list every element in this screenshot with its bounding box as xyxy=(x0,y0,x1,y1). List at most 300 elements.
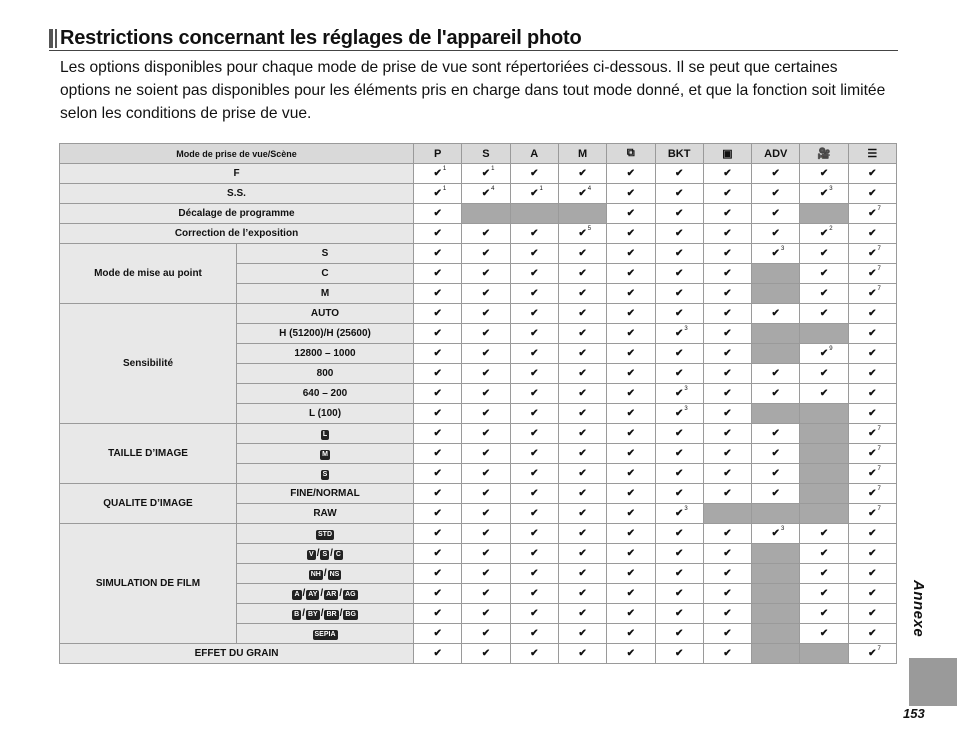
check-icon: ✔ xyxy=(626,388,636,399)
available-cell xyxy=(752,464,800,484)
available-cell xyxy=(800,264,848,284)
available-cell xyxy=(462,324,510,344)
check-icon: ✔ xyxy=(530,268,539,279)
row-sub-label xyxy=(237,464,414,484)
available-cell xyxy=(462,264,510,284)
row-label: EFFET DU GRAIN xyxy=(60,644,414,664)
page-number: 153 xyxy=(903,706,925,721)
row-sub-label xyxy=(237,524,414,544)
check-icon: ✔ xyxy=(578,608,587,619)
available-cell xyxy=(800,604,848,624)
check-icon: ✔ xyxy=(481,168,491,179)
unavailable-cell xyxy=(800,324,848,344)
check-icon: ✔ xyxy=(433,268,442,279)
check-icon: ✔ xyxy=(868,308,877,319)
check-icon: ✔ xyxy=(723,388,732,399)
unavailable-cell xyxy=(800,404,848,424)
available-cell xyxy=(848,244,896,264)
table-row xyxy=(60,484,897,504)
available-cell xyxy=(462,484,510,504)
check-icon: ✔ xyxy=(626,628,636,639)
footnote-ref: 4 xyxy=(491,186,495,192)
available-cell xyxy=(462,644,510,664)
check-icon: ✔ xyxy=(819,608,829,619)
check-icon: ✔ xyxy=(723,348,732,359)
option-icon: BY xyxy=(307,610,318,618)
check-icon: ✔ xyxy=(723,448,732,459)
check-icon: ✔ xyxy=(723,208,732,219)
check-icon: ✔ xyxy=(723,268,732,279)
check-icon: ✔ xyxy=(578,288,587,299)
check-icon: ✔ xyxy=(578,488,587,499)
footnote-ref: 3 xyxy=(780,246,785,252)
available-cell xyxy=(414,304,462,324)
row-sub-label: AUTO xyxy=(237,304,414,324)
unavailable-cell xyxy=(800,644,848,664)
available-cell xyxy=(800,284,848,304)
available-cell xyxy=(848,464,896,484)
check-icon: ✔ xyxy=(481,368,491,379)
available-cell xyxy=(848,164,896,184)
check-icon: ✔ xyxy=(578,448,587,459)
check-icon: ✔ xyxy=(674,588,684,599)
check-icon: ✔ xyxy=(674,188,684,199)
available-cell xyxy=(607,444,655,464)
check-icon: ✔ xyxy=(481,468,491,479)
available-cell xyxy=(655,584,703,604)
available-cell xyxy=(510,464,558,484)
row-sub-label: S xyxy=(237,244,414,264)
option-icon: S xyxy=(322,470,328,478)
check-icon: ✔ xyxy=(481,308,491,319)
unavailable-cell xyxy=(752,544,800,564)
available-cell xyxy=(800,164,848,184)
available-cell xyxy=(462,404,510,424)
footnote-ref: 2 xyxy=(829,226,833,232)
option-icon: AR xyxy=(326,590,337,598)
available-cell xyxy=(462,384,510,404)
available-cell xyxy=(510,644,558,664)
check-icon: ✔ xyxy=(723,408,732,419)
check-icon: ✔ xyxy=(819,548,829,559)
row-label: SIMULATION DE FILM xyxy=(60,524,237,644)
available-cell xyxy=(462,424,510,444)
check-icon: ✔ xyxy=(723,528,732,539)
check-icon: ✔ xyxy=(626,308,636,319)
check-icon: ✔ xyxy=(771,468,780,479)
available-cell xyxy=(848,224,896,244)
footnote-ref: 7 xyxy=(877,266,881,272)
check-icon: ✔ xyxy=(771,308,780,319)
check-icon: ✔ xyxy=(578,408,587,419)
check-icon: ✔ xyxy=(481,628,491,639)
check-icon: ✔ xyxy=(433,508,442,519)
check-icon: ✔ xyxy=(674,288,684,299)
available-cell xyxy=(703,604,751,624)
available-cell xyxy=(752,364,800,384)
available-cell xyxy=(848,344,896,364)
available-cell xyxy=(558,444,606,464)
available-cell xyxy=(414,344,462,364)
column-header-3: M xyxy=(558,144,606,164)
column-header-1: S xyxy=(462,144,510,164)
check-icon: ✔ xyxy=(530,588,539,599)
available-cell xyxy=(462,584,510,604)
check-icon: ✔ xyxy=(578,528,587,539)
footnote-ref: 1 xyxy=(442,186,447,192)
footnote-ref: 1 xyxy=(442,166,447,172)
option-icon: C xyxy=(335,550,341,558)
unavailable-cell xyxy=(510,204,558,224)
check-icon: ✔ xyxy=(433,408,442,419)
check-icon: ✔ xyxy=(723,608,732,619)
check-icon: ✔ xyxy=(433,468,442,479)
available-cell xyxy=(655,244,703,264)
available-cell xyxy=(414,204,462,224)
check-icon: ✔ xyxy=(868,388,877,399)
available-cell xyxy=(800,244,848,264)
check-icon: ✔ xyxy=(481,228,491,239)
check-icon: ✔ xyxy=(626,448,636,459)
available-cell xyxy=(703,524,751,544)
check-icon: ✔ xyxy=(723,168,732,179)
check-icon: ✔ xyxy=(530,168,539,179)
available-cell xyxy=(510,504,558,524)
row-sub-label: 800 xyxy=(237,364,414,384)
check-icon: ✔ xyxy=(868,648,877,659)
check-icon: ✔ xyxy=(674,228,684,239)
available-cell xyxy=(414,544,462,564)
check-icon: ✔ xyxy=(433,328,442,339)
available-cell xyxy=(752,304,800,324)
available-cell xyxy=(848,404,896,424)
check-icon: ✔ xyxy=(868,428,877,439)
check-icon: ✔ xyxy=(530,548,539,559)
check-icon: ✔ xyxy=(626,248,636,259)
row-sub-label xyxy=(237,444,414,464)
option-icon: AG xyxy=(345,590,356,598)
unavailable-cell xyxy=(752,644,800,664)
check-icon: ✔ xyxy=(433,168,442,179)
check-icon: ✔ xyxy=(819,268,829,279)
available-cell xyxy=(848,364,896,384)
available-cell xyxy=(510,584,558,604)
check-icon: ✔ xyxy=(819,228,829,239)
available-cell xyxy=(558,264,606,284)
check-icon: ✔ xyxy=(868,208,877,219)
available-cell xyxy=(462,364,510,384)
available-cell xyxy=(752,164,800,184)
available-cell xyxy=(800,224,848,244)
available-cell xyxy=(414,624,462,644)
check-icon: ✔ xyxy=(626,368,636,379)
check-icon: ✔ xyxy=(530,308,539,319)
check-icon: ✔ xyxy=(626,408,636,419)
check-icon: ✔ xyxy=(530,608,539,619)
available-cell xyxy=(414,604,462,624)
check-icon: ✔ xyxy=(868,628,877,639)
row-sub-label xyxy=(237,624,414,644)
available-cell xyxy=(607,244,655,264)
available-cell xyxy=(462,444,510,464)
check-icon: ✔ xyxy=(626,228,636,239)
available-cell xyxy=(848,324,896,344)
check-icon: ✔ xyxy=(626,268,636,279)
available-cell xyxy=(752,424,800,444)
available-cell xyxy=(558,464,606,484)
option-icon: AY xyxy=(308,590,318,598)
check-icon: ✔ xyxy=(723,588,732,599)
available-cell xyxy=(414,404,462,424)
available-cell xyxy=(655,424,703,444)
footnote-ref: 7 xyxy=(877,426,881,432)
check-icon: ✔ xyxy=(674,528,684,539)
available-cell xyxy=(703,264,751,284)
available-cell xyxy=(607,404,655,424)
footnote-ref: 3 xyxy=(829,186,833,192)
check-icon: ✔ xyxy=(578,268,587,279)
footnote-ref: 7 xyxy=(877,246,881,252)
available-cell xyxy=(558,304,606,324)
available-cell xyxy=(510,224,558,244)
available-cell xyxy=(848,184,896,204)
available-cell xyxy=(703,424,751,444)
table-row xyxy=(60,244,897,264)
available-cell xyxy=(558,324,606,344)
table-row xyxy=(60,524,897,544)
available-cell xyxy=(703,544,751,564)
available-cell xyxy=(462,544,510,564)
check-icon: ✔ xyxy=(674,348,684,359)
available-cell xyxy=(462,244,510,264)
option-icon: NS xyxy=(329,570,340,578)
available-cell xyxy=(607,384,655,404)
row-label: Correction de l’exposition xyxy=(60,224,414,244)
available-cell xyxy=(655,644,703,664)
check-icon: ✔ xyxy=(530,288,539,299)
check-icon: ✔ xyxy=(819,288,829,299)
available-cell xyxy=(607,204,655,224)
option-icon: V xyxy=(309,550,314,558)
available-cell xyxy=(655,604,703,624)
available-cell xyxy=(848,524,896,544)
check-icon: ✔ xyxy=(868,568,877,579)
footnote-ref: 7 xyxy=(877,446,881,452)
row-label: Sensibilité xyxy=(60,304,237,424)
check-icon: ✔ xyxy=(674,488,684,499)
check-icon: ✔ xyxy=(481,588,491,599)
check-icon: ✔ xyxy=(530,388,539,399)
footnote-ref: 7 xyxy=(877,506,881,512)
check-icon: ✔ xyxy=(433,548,442,559)
check-icon: ✔ xyxy=(433,348,442,359)
check-icon: ✔ xyxy=(674,548,684,559)
row-sub-label: 640 – 200 xyxy=(237,384,414,404)
available-cell xyxy=(655,544,703,564)
available-cell xyxy=(462,464,510,484)
available-cell xyxy=(558,484,606,504)
available-cell xyxy=(848,584,896,604)
unavailable-cell xyxy=(752,344,800,364)
check-icon: ✔ xyxy=(626,508,636,519)
check-icon: ✔ xyxy=(530,648,539,659)
available-cell xyxy=(703,364,751,384)
option-icon: L xyxy=(322,430,328,438)
available-cell xyxy=(607,464,655,484)
available-cell xyxy=(607,284,655,304)
unavailable-cell xyxy=(752,564,800,584)
check-icon: ✔ xyxy=(481,548,491,559)
footnote-ref: 3 xyxy=(780,526,785,532)
check-icon: ✔ xyxy=(481,268,491,279)
row-label: TAILLE D’IMAGE xyxy=(60,424,237,484)
available-cell xyxy=(558,584,606,604)
available-cell xyxy=(510,244,558,264)
check-icon: ✔ xyxy=(723,648,732,659)
check-icon: ✔ xyxy=(433,608,442,619)
check-icon: ✔ xyxy=(481,568,491,579)
available-cell xyxy=(655,504,703,524)
available-cell xyxy=(414,324,462,344)
available-cell xyxy=(703,564,751,584)
row-sub-label: M xyxy=(237,284,414,304)
check-icon: ✔ xyxy=(819,568,829,579)
check-icon: ✔ xyxy=(481,288,491,299)
available-cell xyxy=(800,184,848,204)
available-cell xyxy=(607,424,655,444)
check-icon: ✔ xyxy=(530,468,539,479)
check-icon: ✔ xyxy=(481,408,491,419)
check-icon: ✔ xyxy=(674,648,684,659)
row-sub-label xyxy=(237,424,414,444)
available-cell xyxy=(607,224,655,244)
available-cell xyxy=(848,264,896,284)
check-icon: ✔ xyxy=(771,208,780,219)
available-cell xyxy=(462,524,510,544)
available-cell xyxy=(703,244,751,264)
check-icon: ✔ xyxy=(626,348,636,359)
check-icon: ✔ xyxy=(626,548,636,559)
available-cell xyxy=(607,164,655,184)
check-icon: ✔ xyxy=(868,188,877,199)
check-icon: ✔ xyxy=(433,368,442,379)
table-header-row xyxy=(60,144,897,164)
check-icon: ✔ xyxy=(868,368,877,379)
available-cell xyxy=(848,444,896,464)
available-cell xyxy=(655,324,703,344)
available-cell xyxy=(510,164,558,184)
footnote-ref: 1 xyxy=(539,186,543,192)
option-icon: STD xyxy=(318,530,332,538)
available-cell xyxy=(462,304,510,324)
table-row xyxy=(60,424,897,444)
check-icon: ✔ xyxy=(771,428,780,439)
option-icon: S xyxy=(322,550,328,558)
check-icon: ✔ xyxy=(433,528,442,539)
unavailable-cell xyxy=(752,504,800,524)
available-cell xyxy=(752,384,800,404)
available-cell xyxy=(607,584,655,604)
unavailable-cell xyxy=(752,604,800,624)
check-icon: ✔ xyxy=(771,248,780,259)
check-icon: ✔ xyxy=(771,168,780,179)
row-sub-label: 12800 – 1000 xyxy=(237,344,414,364)
available-cell xyxy=(510,284,558,304)
check-icon: ✔ xyxy=(674,268,684,279)
check-icon: ✔ xyxy=(578,188,587,199)
check-icon: ✔ xyxy=(530,528,539,539)
available-cell xyxy=(800,304,848,324)
row-sub-label: V / S / C xyxy=(237,544,414,564)
check-icon: ✔ xyxy=(481,648,491,659)
check-icon: ✔ xyxy=(578,328,587,339)
available-cell xyxy=(558,164,606,184)
check-icon: ✔ xyxy=(578,648,587,659)
available-cell xyxy=(414,284,462,304)
available-cell xyxy=(558,364,606,384)
check-icon: ✔ xyxy=(578,588,587,599)
available-cell xyxy=(655,304,703,324)
available-cell xyxy=(800,524,848,544)
available-cell xyxy=(414,484,462,504)
column-header-5: BKT xyxy=(655,144,703,164)
check-icon: ✔ xyxy=(819,368,829,379)
available-cell xyxy=(752,204,800,224)
available-cell xyxy=(800,584,848,604)
check-icon: ✔ xyxy=(868,268,877,279)
available-cell xyxy=(848,564,896,584)
check-icon: ✔ xyxy=(626,328,636,339)
table-row xyxy=(60,644,897,664)
row-sub-label: A / AY / AR / AG xyxy=(237,584,414,604)
check-icon: ✔ xyxy=(723,328,732,339)
check-icon: ✔ xyxy=(819,248,829,259)
available-cell xyxy=(414,444,462,464)
unavailable-cell xyxy=(800,424,848,444)
available-cell xyxy=(558,284,606,304)
available-cell xyxy=(800,384,848,404)
check-icon: ✔ xyxy=(578,348,587,359)
available-cell xyxy=(510,324,558,344)
check-icon: ✔ xyxy=(868,608,877,619)
available-cell xyxy=(558,184,606,204)
check-icon: ✔ xyxy=(626,488,636,499)
check-icon: ✔ xyxy=(433,248,442,259)
available-cell xyxy=(510,384,558,404)
available-cell xyxy=(414,564,462,584)
unavailable-cell xyxy=(800,444,848,464)
check-icon: ✔ xyxy=(819,388,829,399)
check-icon: ✔ xyxy=(674,388,684,399)
check-icon: ✔ xyxy=(433,288,442,299)
available-cell xyxy=(510,424,558,444)
check-icon: ✔ xyxy=(868,248,877,259)
check-icon: ✔ xyxy=(771,188,780,199)
row-sub-label: H (51200)/H (25600) xyxy=(237,324,414,344)
available-cell xyxy=(414,264,462,284)
available-cell xyxy=(800,544,848,564)
available-cell xyxy=(607,344,655,364)
table-row xyxy=(60,224,897,244)
available-cell xyxy=(848,284,896,304)
row-label: QUALITE D’IMAGE xyxy=(60,484,237,524)
page-title: Restrictions concernant les réglages de l'appareil photo xyxy=(60,27,582,49)
row-sub-label: RAW xyxy=(237,504,414,524)
check-icon: ✔ xyxy=(723,288,732,299)
available-cell xyxy=(848,504,896,524)
check-icon: ✔ xyxy=(578,368,587,379)
check-icon: ✔ xyxy=(433,208,442,219)
